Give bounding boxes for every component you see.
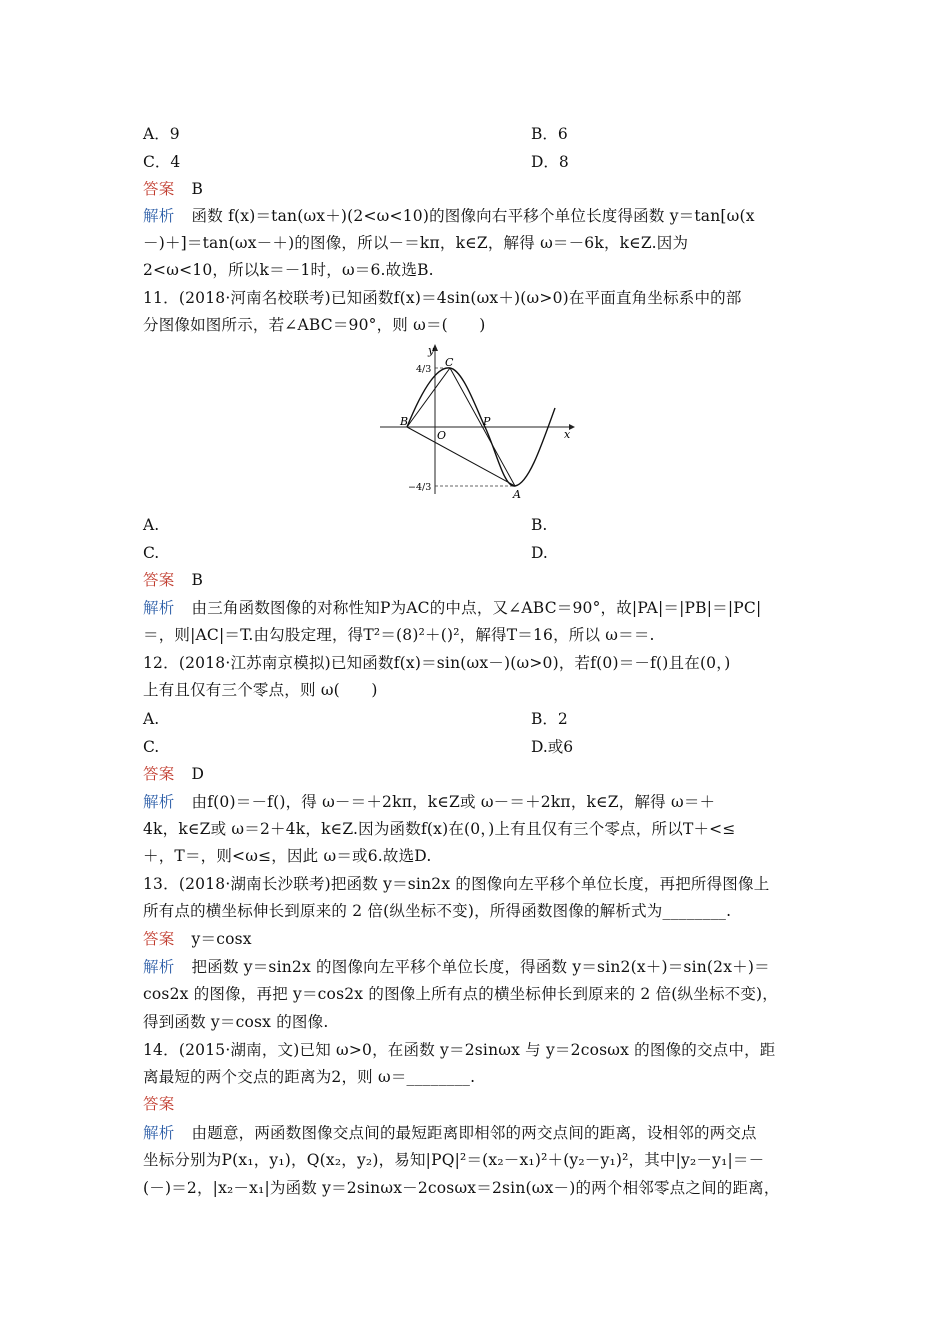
segment-bc: [407, 368, 450, 427]
q12-option-c: C.: [143, 738, 160, 756]
q12-option-b: B．2: [531, 710, 568, 728]
q13-analysis-line-3: 得到函数 y＝cosx 的图像.: [143, 1013, 329, 1031]
q11-answer-line: [143, 570, 203, 590]
q10-analysis-line-2: －)＋]＝tan(ωx－＋)的图像，所以－＝kπ，k∈Z，解得 ω＝－6k，k∈Z.因为: [143, 234, 689, 252]
tick-bottom-label: −4/3: [408, 482, 432, 493]
answer-label: 答案: [143, 765, 175, 783]
q12-analysis-line-1: [143, 792, 715, 812]
q14-analysis-line-1: [143, 1123, 757, 1143]
q10-option-c: C．4: [143, 153, 181, 171]
answer-label: 答案: [143, 571, 175, 589]
q11-option-d: D.: [531, 544, 548, 562]
q12-analysis-text-1: 由f(0)＝－f()，得 ω－＝＋2kπ，k∈Z或 ω－＝＋2kπ，k∈Z，解得 ω＝＋: [191, 793, 716, 811]
analysis-label: 解析: [143, 1124, 175, 1142]
analysis-label: 解析: [143, 958, 175, 976]
q13-stem-line-1: 13．(2018·湖南长沙联考)把函数 y＝sin2x 的图像向左平移个单位长度，再把所得图像上: [143, 875, 770, 893]
tick-top-label: 4/3: [416, 364, 432, 375]
q11-stem-line-2: 分图像如图所示，若∠ABC＝90°，则 ω＝( ): [143, 316, 486, 334]
q11-option-b: B.: [531, 516, 548, 534]
answer-label: 答案: [143, 180, 175, 198]
q13-answer: y＝cosx: [191, 930, 252, 948]
q11-analysis-line-1: [143, 598, 761, 618]
q12-option-d: D.或6: [531, 738, 574, 756]
q10-answer-line: [143, 179, 203, 199]
q10-option-b: B．6: [531, 125, 568, 143]
q13-analysis-text-1: 把函数 y＝sin2x 的图像向左平移个单位长度，得函数 y＝sin2(x＋)＝sin(2x＋)＝: [191, 958, 770, 976]
q10-analysis-line-1: [143, 206, 755, 226]
x-axis-label: x: [564, 428, 571, 441]
q10-option-d: D．8: [531, 153, 569, 171]
analysis-label: 解析: [143, 207, 175, 225]
q12-stem-line-2: 上有且仅有三个零点，则 ω( ): [143, 681, 378, 699]
q13-answer-line: [143, 929, 252, 949]
q14-analysis-line-2: 坐标分别为P(x₁，y₁)，Q(x₂，y₂)，易知|PQ|²＝(x₂－x₁)²＋(y₂－y₁)²，其中|y₂－y₁|＝－: [143, 1151, 765, 1169]
q12-analysis-line-2: 4k，k∈Z或 ω＝2＋4k，k∈Z.因为函数f(x)在(0，)上有且仅有三个零点，所以T＋<≤: [143, 820, 736, 838]
origin-label: O: [437, 429, 447, 442]
q11-sine-graph: [372, 338, 587, 498]
point-p-label: P: [483, 415, 491, 428]
q14-analysis-line-3: (－)＝2，|x₂－x₁|为函数 y＝2sinωx－2cosωx＝2sin(ωx－)的两个相邻零点之间的距离，: [143, 1179, 780, 1197]
q14-stem-line-1: 14．(2015·湖南，文)已知 ω>0，在函数 y＝2sinωx 与 y＝2cosωx 的图像的交点中，距: [143, 1041, 776, 1059]
q13-stem-line-2: 所有点的横坐标伸长到原来的 2 倍(纵坐标不变)，所得函数图像的解析式为________.: [143, 902, 732, 920]
q11-stem-line-1: 11．(2018·河南名校联考)已知函数f(x)＝4sin(ωx＋)(ω>0)在平面直角坐标系中的部: [143, 289, 742, 307]
q11-option-a: A.: [143, 516, 160, 534]
q14-stem-line-2: 离最短的两个交点的距离为2，则 ω＝________.: [143, 1068, 476, 1086]
q11-analysis-text-1: 由三角函数图像的对称性知P为AC的中点，又∠ABC＝90°，故|PA|＝|PB|＝|PC|: [191, 599, 762, 617]
q12-option-a: A.: [143, 710, 160, 728]
analysis-label: 解析: [143, 793, 175, 811]
q13-analysis-line-2: cos2x 的图像，再把 y＝cos2x 的图像上所有点的横坐标伸长到原来的 2 倍(纵坐标不变)，: [143, 985, 778, 1003]
q12-stem-line-1: 12．(2018·江苏南京模拟)已知函数f(x)＝sin(ωx－)(ω>0)，若f(0)＝－f()且在(0，): [143, 654, 731, 672]
point-c-label: C: [445, 356, 454, 369]
point-b-label: B: [400, 415, 409, 428]
q14-answer-line: [143, 1094, 186, 1114]
q12-answer: D: [191, 765, 205, 783]
q10-analysis-line-3: 2<ω<10，所以k＝－1时，ω＝6.故选B.: [143, 261, 434, 279]
q12-answer-line: [143, 764, 204, 784]
q11-option-c: C.: [143, 544, 160, 562]
y-axis-label: y: [428, 344, 435, 357]
q11-analysis-line-2: ＝，则|AC|＝T.由勾股定理，得T²＝(8)²＋()²，解得T＝16，所以 ω＝＝.: [143, 626, 655, 644]
answer-label: 答案: [143, 930, 175, 948]
q10-answer: B: [191, 180, 204, 198]
q11-answer: B: [191, 571, 204, 589]
point-a-label: A: [513, 488, 521, 498]
q14-analysis-text-1: 由题意，两函数图像交点间的最短距离即相邻的两交点间的距离，设相邻的两交点: [191, 1124, 757, 1142]
answer-label: 答案: [143, 1095, 175, 1113]
q13-analysis-line-1: [143, 957, 770, 977]
q10-option-a: A．9: [143, 125, 180, 143]
q10-analysis-text-1: 函数 f(x)＝tan(ωx＋)(2<ω<10)的图像向右平移个单位长度得函数 y＝tan[ω(x: [191, 207, 755, 225]
analysis-label: 解析: [143, 599, 175, 617]
q12-analysis-line-3: ＋，T＝，则<ω≤，因此 ω＝或6.故选D.: [143, 847, 432, 865]
